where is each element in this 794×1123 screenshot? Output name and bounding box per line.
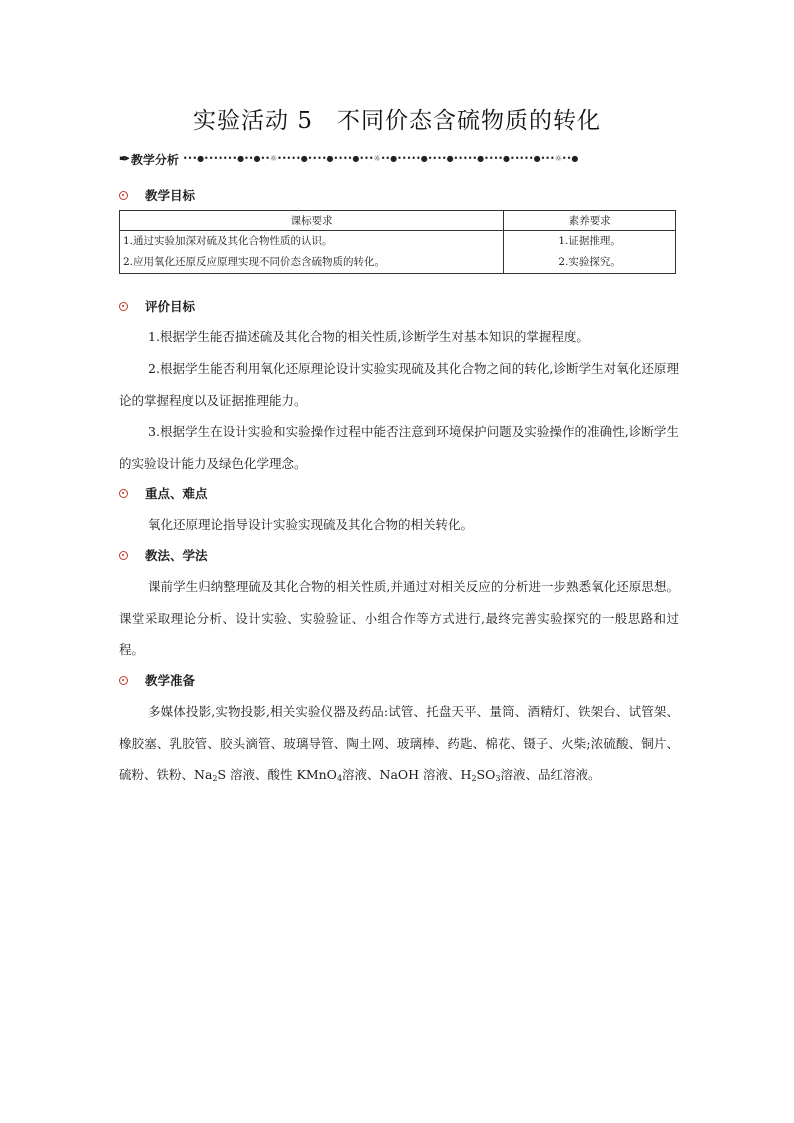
table-header-row xyxy=(120,211,676,231)
prep-text-part: 溶液、NaOH 溶液、H xyxy=(342,767,472,782)
page-title: 实验活动 5 不同价态含硫物质的转化 xyxy=(193,108,601,134)
curriculum-item: 2.应用氧化还原反应原理实现不同价态含硫物质的转化。 xyxy=(123,256,386,268)
circle-dot-bullet-icon xyxy=(119,676,128,685)
section-heading-text: 教学准备 xyxy=(145,673,196,688)
prep-text xyxy=(119,696,679,791)
circle-dot-bullet-icon xyxy=(119,489,128,498)
circle-dot-bullet-icon xyxy=(119,302,128,311)
table-header-cell: 素养要求 xyxy=(504,211,676,231)
prep-text-part: 溶液、品红溶液。 xyxy=(500,767,601,782)
prep-text-part: 多媒体投影,实物投影,相关实验仪器及药品:试管、托盘天平、量筒、酒精灯、铁架台、试管架、橡胶塞、乳胶管、胶头滴管、玻璃导管、陶土网、玻璃棒、药匙、棉花、镊子、火柴;浓硫酸、铜片、硫粉、铁粉、Na xyxy=(119,704,679,782)
section-heading-keypoints xyxy=(119,484,208,502)
section-heading-goals xyxy=(119,186,195,204)
analysis-banner xyxy=(119,150,677,168)
subscript: 3 xyxy=(495,774,501,783)
keypoints-text: 氧化还原理论指导设计实验实现硫及其化合物的相关转化。 xyxy=(148,517,474,532)
section-heading-evaluation xyxy=(119,297,195,315)
table-cell-competency xyxy=(504,231,676,274)
banner-dotted-rule: •••●•••••••●••●••☼•••••●••••●••••●•••☼••●•••••●••••●•••••●••••●•••••●•••☼••● xyxy=(182,154,579,163)
section-heading-text: 教学目标 xyxy=(145,188,196,203)
circle-dot-bullet-icon xyxy=(119,551,128,560)
banner-label: 教学分析 xyxy=(130,152,179,167)
subscript: 4 xyxy=(336,774,343,783)
subscript: 2 xyxy=(212,774,218,783)
circle-dot-bullet-icon xyxy=(119,191,128,200)
subscript: 2 xyxy=(471,774,477,783)
section-heading-text: 重点、难点 xyxy=(145,486,208,501)
evaluation-item-2: 2.根据学生能否利用氧化还原理论设计实验实现硫及其化合物之间的转化,诊断学生对氧化还原理论的掌握程度以及证据推理能力。 xyxy=(119,361,679,408)
prep-text-part: S 溶液、酸性 KMnO xyxy=(217,767,337,782)
curriculum-item: 1.通过实验加深对硫及其化合物性质的认识。 xyxy=(123,235,333,247)
evaluation-item-1: 1.根据学生能否描述硫及其化合物的相关性质,诊断学生对基本知识的掌握程度。 xyxy=(148,329,589,344)
prep-text-part: SO xyxy=(476,767,496,782)
section-heading-methods xyxy=(119,546,208,564)
section-heading-text: 教法、学法 xyxy=(145,548,208,563)
pen-icon: ✒ xyxy=(119,151,130,167)
table-header-cell: 课标要求 xyxy=(120,211,504,231)
section-heading-prep xyxy=(119,671,195,689)
evaluation-item-3: 3.根据学生在设计实验和实验操作过程中能否注意到环境保护问题及实验操作的准确性,诊断学生的实验设计能力及绿色化学理念。 xyxy=(119,424,679,471)
competency-item: 1.证据推理。 xyxy=(558,235,621,247)
table-cell-curriculum xyxy=(120,231,504,274)
methods-text: 课前学生归纳整理硫及其化合物的相关性质,并通过对相关反应的分析进一步熟悉氧化还原思想。课堂采取理论分析、设计实验、实验验证、小组合作等方式进行,最终完善实验探究的一般思路和过程。 xyxy=(119,579,679,657)
table-row xyxy=(120,231,676,274)
competency-item: 2.实验探究。 xyxy=(558,256,621,268)
goals-table xyxy=(119,210,676,274)
section-heading-text: 评价目标 xyxy=(145,299,196,314)
